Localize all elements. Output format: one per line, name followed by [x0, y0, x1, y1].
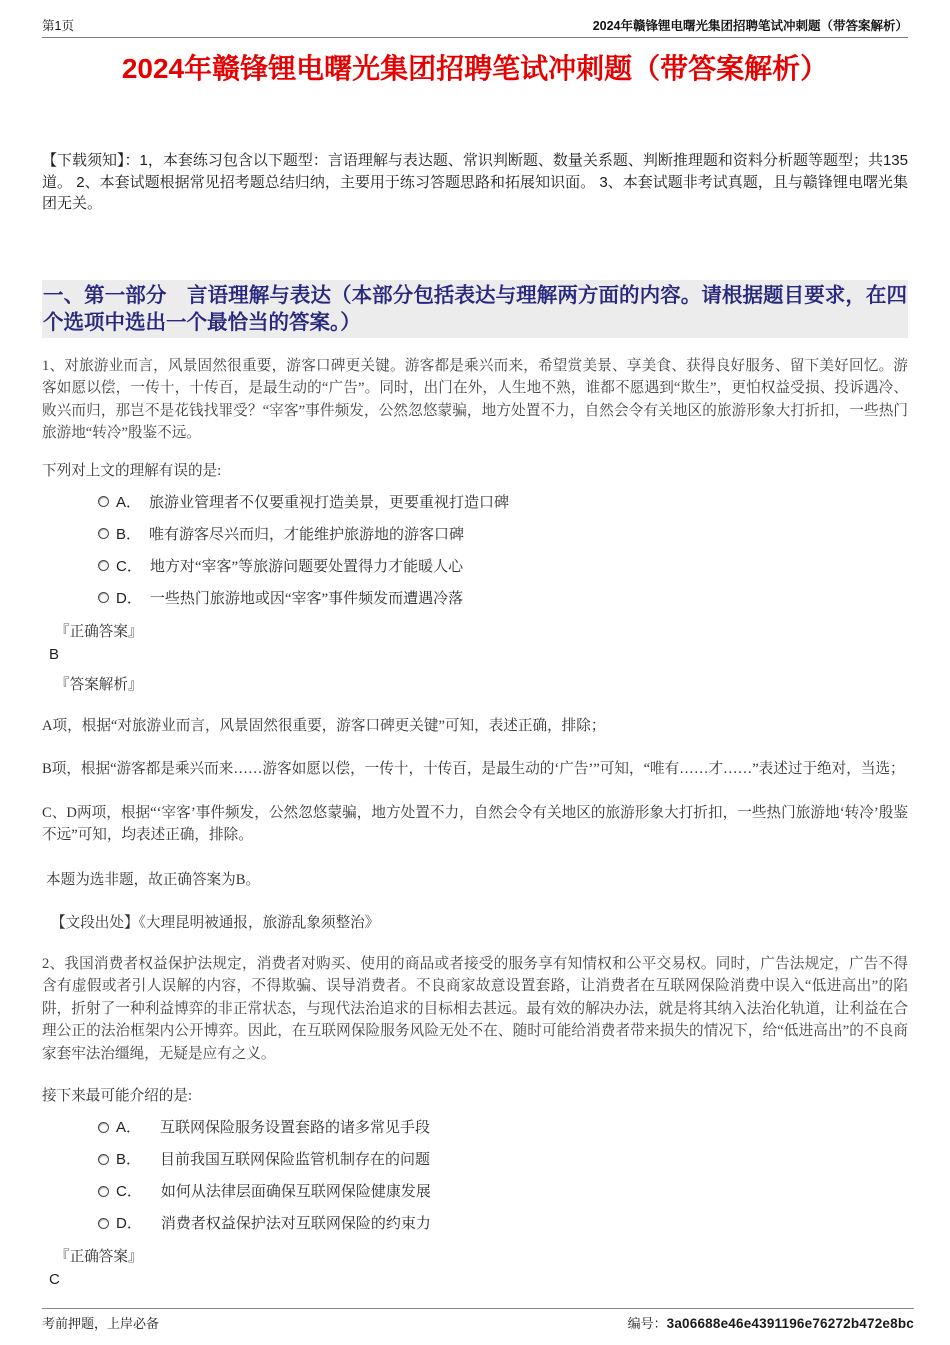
- analysis-paragraph-a: A项，根据“对旅游业而言，风景固然很重要，游客口碑更关键”可知，表述正确，排除；: [42, 717, 606, 734]
- footer-slogan: 考前押题，上岸必备: [42, 1316, 160, 1331]
- option-letter: A．: [116, 1119, 142, 1136]
- footer-id-label: 编号：: [627, 1316, 667, 1331]
- question-1-prompt: 下列对上文的理解有误的是:: [42, 462, 222, 479]
- header-doc-title: 2024年赣锋锂电曙光集团招聘笔试冲刺题（带答案解析）: [592, 19, 908, 33]
- option-text: 互联网保险服务设置套路的诸多常见手段: [160, 1120, 431, 1136]
- page-footer: [42, 1308, 914, 1332]
- correct-answer-value: C: [49, 1271, 60, 1288]
- question-1: [42, 355, 908, 932]
- question-2-option-a[interactable]: [98, 1116, 908, 1137]
- option-letter: C．: [116, 557, 142, 575]
- option-text: 目前我国互联网保险监管机制存在的问题: [160, 1152, 431, 1168]
- analysis-label: 『答案解析』: [55, 676, 143, 693]
- correct-answer-value: B: [49, 645, 60, 663]
- analysis-paragraph-b: B项，根据“游客都是乘兴而来……游客如愿以偿，一传十，十传百，是最生动的‘广告’”可知，“唯有……才……”表述过于绝对，当选；: [42, 761, 905, 777]
- radio-button[interactable]: [98, 1122, 109, 1133]
- question-2-prompt: 接下来最可能介绍的是:: [42, 1088, 192, 1104]
- passage-source: 【文段出处】《大理昆明被通报，旅游乱象须整治》: [51, 914, 380, 931]
- radio-button[interactable]: [98, 592, 109, 603]
- option-text: 旅游业管理者不仅要重视打造美景，更要重视打造口碑: [149, 494, 510, 511]
- question-1-options: [98, 491, 908, 608]
- option-text: 地方对“宰客”等旅游问题要处置得力才能暖人心: [149, 558, 464, 575]
- footer-document-id: [628, 1313, 914, 1332]
- radio-button[interactable]: [98, 1186, 109, 1197]
- question-1-option-b[interactable]: [98, 523, 908, 544]
- question-1-option-a[interactable]: [98, 491, 908, 512]
- radio-button[interactable]: [98, 1218, 109, 1229]
- option-letter: B．: [116, 525, 142, 543]
- analysis-conclusion: 本题为选非题，故正确答案为B。: [46, 871, 261, 888]
- radio-button[interactable]: [98, 528, 109, 539]
- radio-button[interactable]: [98, 560, 109, 571]
- analysis-paragraph-cd: C、D两项，根据“‘宰客’事件频发，公然忽悠蒙骗，地方处置不力，自然会令有关地区的旅游形象大打折扣，一些热门旅游地‘转冷’殷鉴不远”可知，均表述正确，排除。: [42, 804, 908, 843]
- question-2: [42, 953, 908, 1289]
- question-2-options: [98, 1116, 908, 1233]
- correct-answer-label: 『正确答案』: [55, 623, 143, 640]
- question-1-option-c[interactable]: [98, 555, 908, 576]
- question-2-option-c[interactable]: [98, 1180, 908, 1201]
- question-2-option-d[interactable]: [98, 1212, 908, 1233]
- option-letter: A．: [116, 493, 142, 511]
- radio-button[interactable]: [98, 1154, 109, 1165]
- page-header: [42, 0, 908, 38]
- correct-answer-label: 『正确答案』: [55, 1249, 143, 1265]
- option-text: 唯有游客尽兴而归，才能维护旅游地的游客口碑: [149, 526, 465, 543]
- option-letter: D．: [116, 589, 142, 607]
- option-letter: D．: [116, 1215, 142, 1232]
- question-2-stem: 2、我国消费者权益保护法规定，消费者对购买、使用的商品或者接受的服务享有知情权和公平交易权。同时，广告法规定，广告不得含有虚假或者引人误解的内容，不得欺骗、误导消费者。不良商家故意设置套路，让消费者在互联网保险消费中误入“低进高出”的陷阱，折射了一种利益博弈的非正常状态，与现代法治追求的目标相去甚远。最有效的解决办法，就是将其纳入法治化轨道，让利益在合理公正的法治框架内公开博弈。因此，在互联网保险服务风险无处不在、随时可能给消费者带来损失的情况下，给“低进高出”的不良商家套牢法治缰绳，无疑是应有之义。: [42, 955, 908, 1062]
- download-notice: 【下载须知】：1，本套练习包含以下题型：言语理解与表达题、常识判断题、数量关系题、判断推理题和资料分析题等题型；共135道。 2、本套试题根据常见招考题总结归纳，主要用于练习答题思路和拓展知识面。 3、本套试题非考试真题，且与赣锋锂电曙光集团无关。: [42, 152, 908, 212]
- footer-id-value: 3a06688e46e4391196e76272b472e8bc: [666, 1316, 914, 1331]
- option-text: 如何从法律层面确保互联网保险健康发展: [160, 1184, 431, 1200]
- question-1-stem: 1、对旅游业而言，风景固然很重要，游客口碑更关键。游客都是乘兴而来，希望赏美景、享美食、获得良好服务、留下美好回忆。游客如愿以偿，一传十，十传百，是最生动的“广告”。同时，出门在外，人生地不熟，谁都不愿遇到“欺生”，更怕权益受损、投诉遇冷、败兴而归，那岂不是花钱找罪受？“宰客”事件频发，公然忽悠蒙骗，地方处置不力，自然会令有关地区的旅游形象大打折扣，一些热门旅游地“转冷”殷鉴不远。: [42, 357, 908, 441]
- option-letter: B．: [116, 1151, 142, 1168]
- section-header: 一、第一部分 言语理解与表达（本部分包括表达与理解两方面的内容。请根据题目要求，在四个选项中选出一个最恰当的答案。）: [42, 280, 908, 338]
- option-letter: C．: [116, 1183, 142, 1200]
- document-title: 2024年赣锋锂电曙光集团招聘笔试冲刺题（带答案解析）: [121, 53, 829, 84]
- option-text: 一些热门旅游地或因“宰客”事件频发而遭遇冷落: [149, 590, 464, 607]
- question-2-option-b[interactable]: [98, 1148, 908, 1169]
- option-text: 消费者权益保护法对互联网保险的约束力: [160, 1216, 431, 1232]
- page-number: 第1页: [42, 19, 74, 33]
- radio-button[interactable]: [98, 496, 109, 507]
- question-1-option-d[interactable]: [98, 587, 908, 608]
